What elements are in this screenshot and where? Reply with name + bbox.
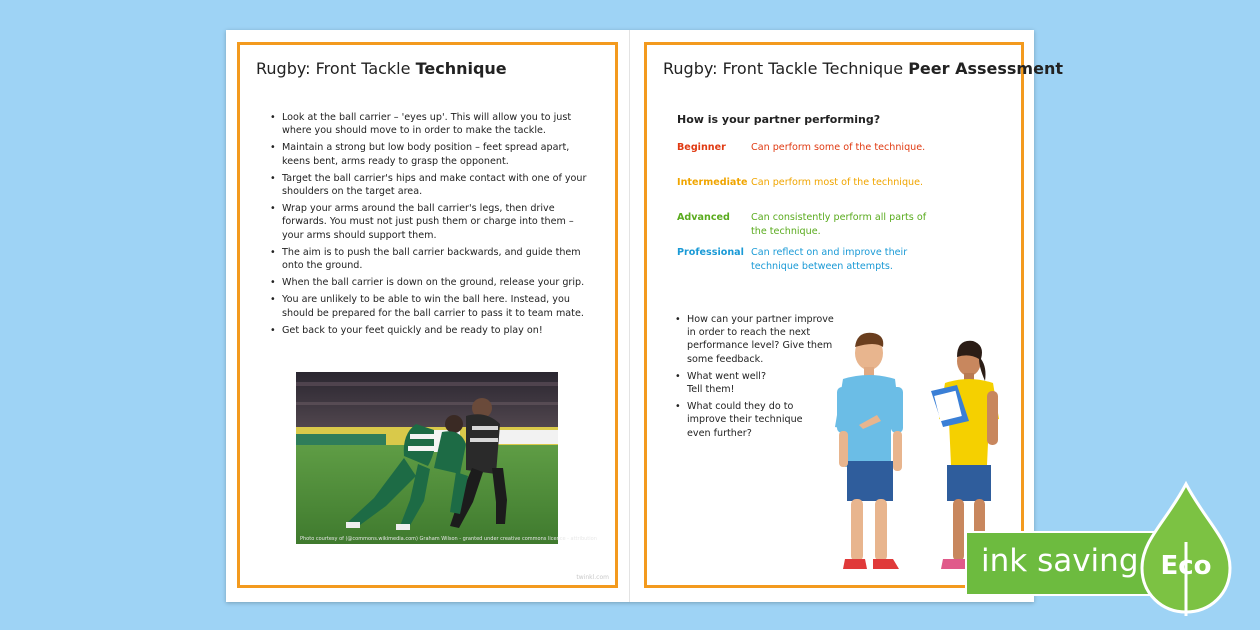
technique-list (270, 111, 590, 341)
ink-saving-text: ink saving (981, 543, 1139, 579)
list-item: • The aim is to push the ball carrier backwards, and guide them onto the ground. (270, 246, 590, 272)
list-item: • Target the ball carrier's hips and make contact with one of your shoulders on the target area. (270, 172, 590, 198)
list-item: • You are unlikely to be able to win the ball here. Instead, you should be prepared for the ball carrier to pass it to team mate. (270, 293, 590, 319)
level-description: Can perform some of the technique. (751, 142, 926, 153)
rugby-tackle-photo (296, 372, 597, 544)
title-bold: Technique (415, 59, 507, 78)
level-name: Beginner (677, 142, 726, 153)
level-description: Can perform most of the technique. (751, 177, 924, 188)
peer-assessment-title (663, 59, 1063, 78)
list-item: • What could they do to improve their technique even further? (675, 400, 807, 440)
title-plain: Rugby: Front Tackle Technique (663, 59, 909, 78)
rugby-photo-illustration (296, 372, 597, 544)
assessment-question: How is your partner performing? (677, 113, 881, 126)
level-name: Professional (677, 247, 744, 258)
level-professional (677, 246, 941, 274)
list-item: • What went well? Tell them! (675, 370, 777, 396)
eco-label: Eco (1160, 551, 1212, 581)
level-description: Can consistently perform all parts of the technique. (751, 212, 927, 237)
level-name: Advanced (677, 212, 730, 223)
list-item: • How can your partner improve in order to reach the next performance level? Give them some feedback. (675, 313, 837, 366)
level-name: Intermediate (677, 177, 748, 188)
level-intermediate (677, 176, 941, 190)
list-item: • Look at the ball carrier – 'eyes up'. This will allow you to just where you should move to in order to make the tackle. (270, 111, 590, 137)
site-watermark: twinkl.com (576, 574, 609, 581)
eco-leaf-icon (1136, 482, 1236, 618)
title-bold: Peer Assessment (908, 59, 1063, 78)
list-item: • Wrap your arms around the ball carrier's legs, then drive forwards. You must not just push them or charge into them – your arms should support them. (270, 202, 590, 242)
technique-card (237, 42, 618, 588)
level-description: Can reflect on and improve their technique between attempts. (751, 247, 908, 272)
list-item: • Maintain a strong but low body position – feet spread apart, keens bent, arms ready to grasp the opponent. (270, 141, 590, 167)
level-beginner (677, 141, 941, 155)
technique-card-title (256, 59, 507, 78)
list-item: • Get back to your feet quickly and be ready to play on! (270, 324, 590, 337)
list-item: • When the ball carrier is down on the ground, release your grip. (270, 276, 590, 289)
boy-illustration (827, 331, 917, 579)
fold-line (629, 30, 630, 602)
title-plain: Rugby: Front Tackle (256, 59, 416, 78)
photo-credit: Photo courtesy of (@commons.wikimedia.com) Graham Wilson - granted under creative commons licence - attribution (300, 536, 597, 542)
level-advanced (677, 211, 941, 239)
